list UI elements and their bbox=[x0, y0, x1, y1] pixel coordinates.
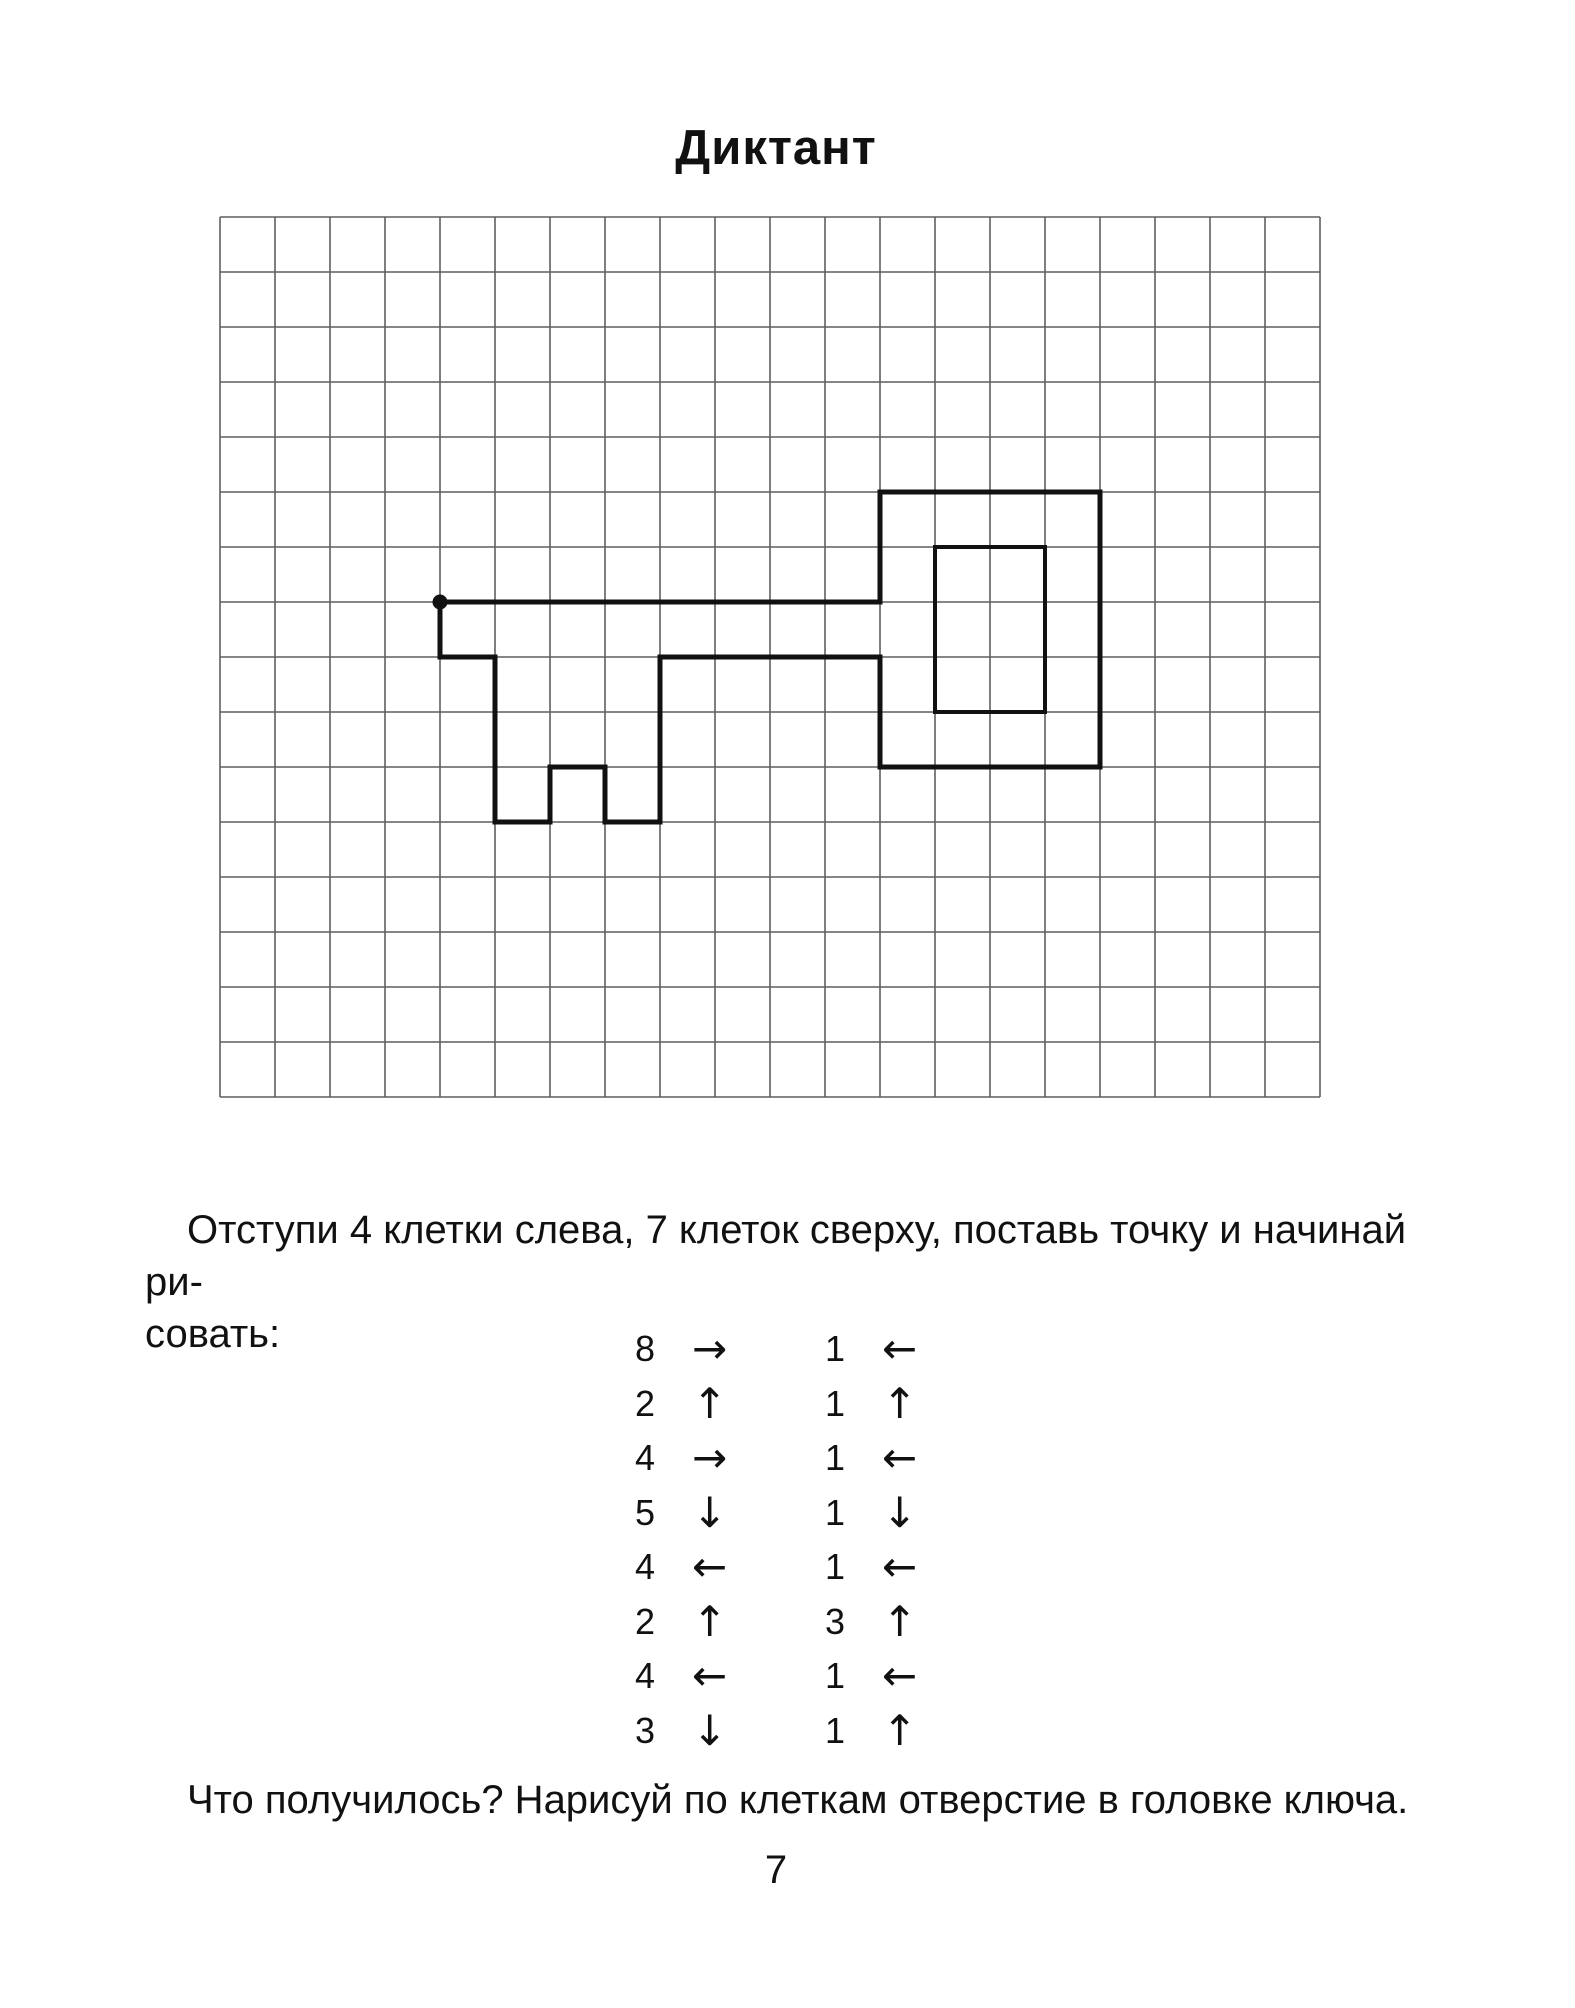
left-arrow-icon: ← bbox=[882, 1542, 918, 1592]
left-arrow-icon: ← bbox=[692, 1651, 728, 1701]
step-count: 1 bbox=[824, 1437, 845, 1479]
down-arrow-icon: ↓ bbox=[692, 1487, 728, 1537]
dictation-steps bbox=[595, 1322, 942, 1758]
up-arrow-icon: ↑ bbox=[692, 1378, 728, 1428]
instructions-line-2: совать: bbox=[145, 1312, 281, 1356]
step-count: 8 bbox=[634, 1328, 655, 1370]
step-count: 2 bbox=[634, 1382, 655, 1424]
step-count: 3 bbox=[634, 1709, 655, 1751]
page-number: 7 bbox=[764, 1848, 788, 1892]
left-arrow-icon: ← bbox=[882, 1433, 918, 1483]
step-row bbox=[595, 1431, 942, 1486]
left-arrow-icon: ← bbox=[692, 1542, 728, 1592]
step-row bbox=[595, 1322, 942, 1377]
step-count: 1 bbox=[824, 1328, 845, 1370]
step-row bbox=[595, 1486, 942, 1541]
step-row bbox=[595, 1649, 942, 1704]
up-arrow-icon: ↑ bbox=[882, 1596, 918, 1646]
step-row bbox=[595, 1704, 942, 1759]
left-arrow-icon: ← bbox=[882, 1324, 918, 1374]
step-count: 1 bbox=[824, 1655, 845, 1697]
step-count: 4 bbox=[634, 1546, 655, 1588]
step-count: 4 bbox=[634, 1655, 655, 1697]
step-row bbox=[595, 1540, 942, 1595]
step-count: 2 bbox=[634, 1600, 655, 1642]
right-arrow-icon: → bbox=[692, 1324, 728, 1374]
up-arrow-icon: ↑ bbox=[882, 1705, 918, 1755]
right-arrow-icon: → bbox=[692, 1433, 728, 1483]
step-count: 1 bbox=[824, 1546, 845, 1588]
step-count: 1 bbox=[824, 1491, 845, 1533]
step-count: 3 bbox=[824, 1600, 845, 1642]
up-arrow-icon: ↑ bbox=[882, 1378, 918, 1428]
down-arrow-icon: ↓ bbox=[692, 1705, 728, 1755]
step-row bbox=[595, 1595, 942, 1650]
step-row bbox=[595, 1377, 942, 1432]
page-title: Диктант bbox=[675, 121, 877, 175]
step-count: 4 bbox=[634, 1437, 655, 1479]
step-count: 1 bbox=[824, 1382, 845, 1424]
instructions-line-1: Отступи 4 клетки слева, 7 клеток сверху, поставь точку и начинай ри- bbox=[145, 1208, 1407, 1304]
closing-question: Что получилось? Нарисуй по клеткам отверстие в головке ключа. bbox=[187, 1778, 1409, 1822]
down-arrow-icon: ↓ bbox=[882, 1487, 918, 1537]
step-count: 1 bbox=[824, 1709, 845, 1751]
up-arrow-icon: ↑ bbox=[692, 1596, 728, 1646]
left-arrow-icon: ← bbox=[882, 1651, 918, 1701]
step-count: 5 bbox=[634, 1491, 655, 1533]
graph-paper-key-figure bbox=[216, 213, 1324, 1101]
